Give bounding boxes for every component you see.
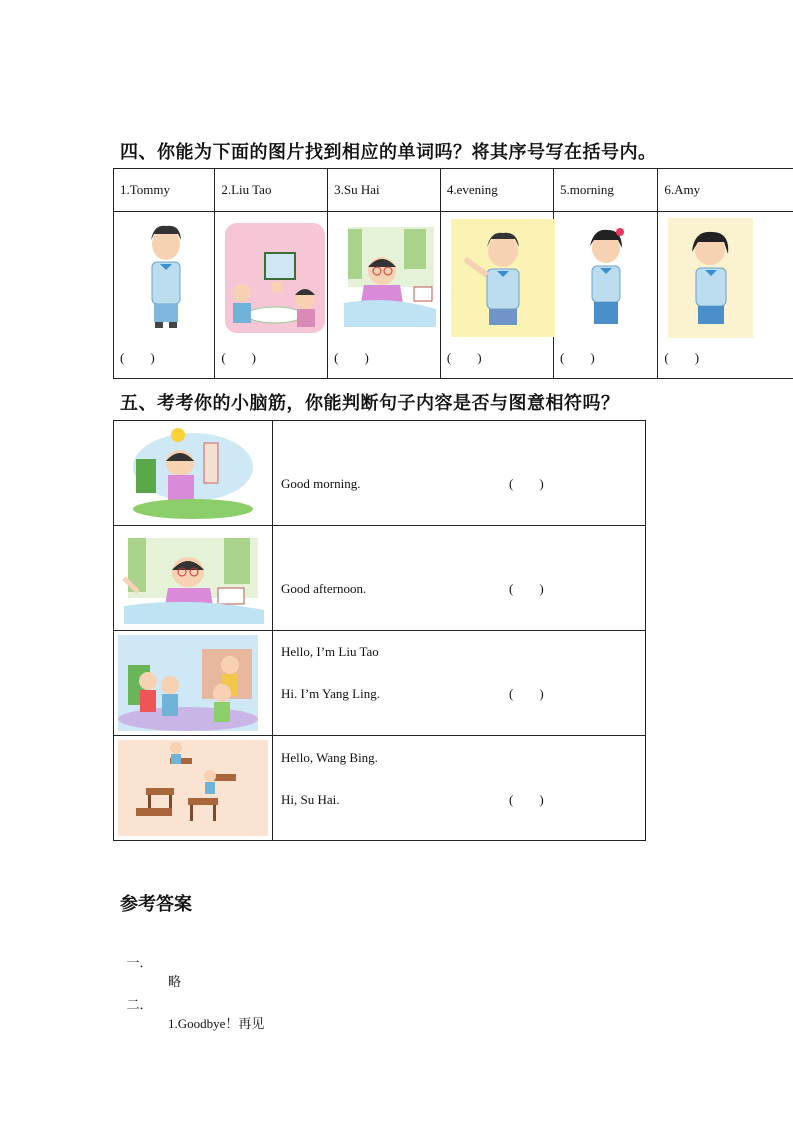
scene-cell-4 — [114, 736, 273, 841]
judge-blank[interactable]: ( ) — [509, 581, 544, 596]
answer-text: 1.Goodbye！再见 — [168, 1016, 265, 1031]
judge-blank[interactable]: ( ) — [509, 476, 544, 491]
sentence-cell-3 — [273, 631, 646, 736]
girl-amy-picture — [668, 218, 753, 338]
answer-blank[interactable]: ( ) — [560, 350, 595, 365]
judge-blank[interactable]: ( ) — [509, 686, 544, 701]
option-5: 5.morning — [554, 169, 658, 212]
judge-blank[interactable]: ( ) — [509, 792, 544, 807]
scene-cell-1 — [114, 421, 273, 526]
sentence-line-2: Hi. I’m Yang Ling. — [281, 686, 380, 701]
picture-cell-1 — [114, 212, 215, 379]
picture-cell-2 — [215, 212, 328, 379]
boy-waving-picture — [451, 218, 555, 338]
picture-word-table — [113, 168, 793, 379]
option-2: 2.Liu Tao — [215, 169, 328, 212]
answer-number: 一． — [126, 955, 153, 970]
boy-picture — [124, 218, 209, 338]
sentence-cell-2 — [273, 526, 646, 631]
answer-blank[interactable]: ( ) — [334, 350, 369, 365]
picture-cell-3 — [328, 212, 441, 379]
sentence-cell-1 — [273, 421, 646, 526]
scene-cell-2 — [114, 526, 273, 631]
section4-heading: 四、你能为下面的图片找到相应的单词吗？将其序号写在括号内。 — [120, 142, 657, 163]
option-1: 1.Tommy — [114, 169, 215, 212]
family-dinner-picture — [225, 218, 325, 338]
sentence-line-1: Hello, I’m Liu Tao — [281, 644, 379, 659]
girl-morning-scene — [118, 425, 268, 521]
section5-heading: 五、考考你的小脑筋，你能判断句子内容是否与图意相符吗？ — [120, 393, 620, 414]
option-3: 3.Su Hai — [328, 169, 441, 212]
answer-blank[interactable]: ( ) — [664, 350, 700, 365]
judge-sentence-table — [113, 420, 646, 841]
option-4: 4.evening — [440, 169, 553, 212]
sentence-line: Good afternoon. — [281, 581, 367, 596]
picture-cell-6 — [658, 212, 793, 379]
answer-blank[interactable]: ( ) — [120, 350, 155, 365]
sentence-line-1: Hello, Wang Bing. — [281, 750, 378, 765]
answer-text: 略 — [168, 974, 182, 989]
girl-picture — [564, 218, 649, 338]
answer-blank[interactable]: ( ) — [221, 350, 256, 365]
answer-item-2 — [120, 978, 265, 1031]
answer-number: 二． — [126, 997, 153, 1012]
classroom-scene — [118, 740, 268, 836]
girl-waking-scene — [118, 530, 268, 626]
answers-title: 参考答案 — [120, 894, 192, 915]
option-6: 6.Amy — [658, 169, 793, 212]
girl-waking-picture — [338, 218, 438, 338]
sentence-line: Good morning. — [281, 476, 361, 491]
sentence-cell-4 — [273, 736, 646, 841]
scene-cell-3 — [114, 631, 273, 736]
sentence-line-2: Hi, Su Hai. — [281, 792, 340, 807]
picture-cell-4 — [440, 212, 553, 379]
picture-cell-5 — [554, 212, 658, 379]
answer-blank[interactable]: ( ) — [446, 350, 482, 365]
children-greeting-scene — [118, 635, 268, 731]
